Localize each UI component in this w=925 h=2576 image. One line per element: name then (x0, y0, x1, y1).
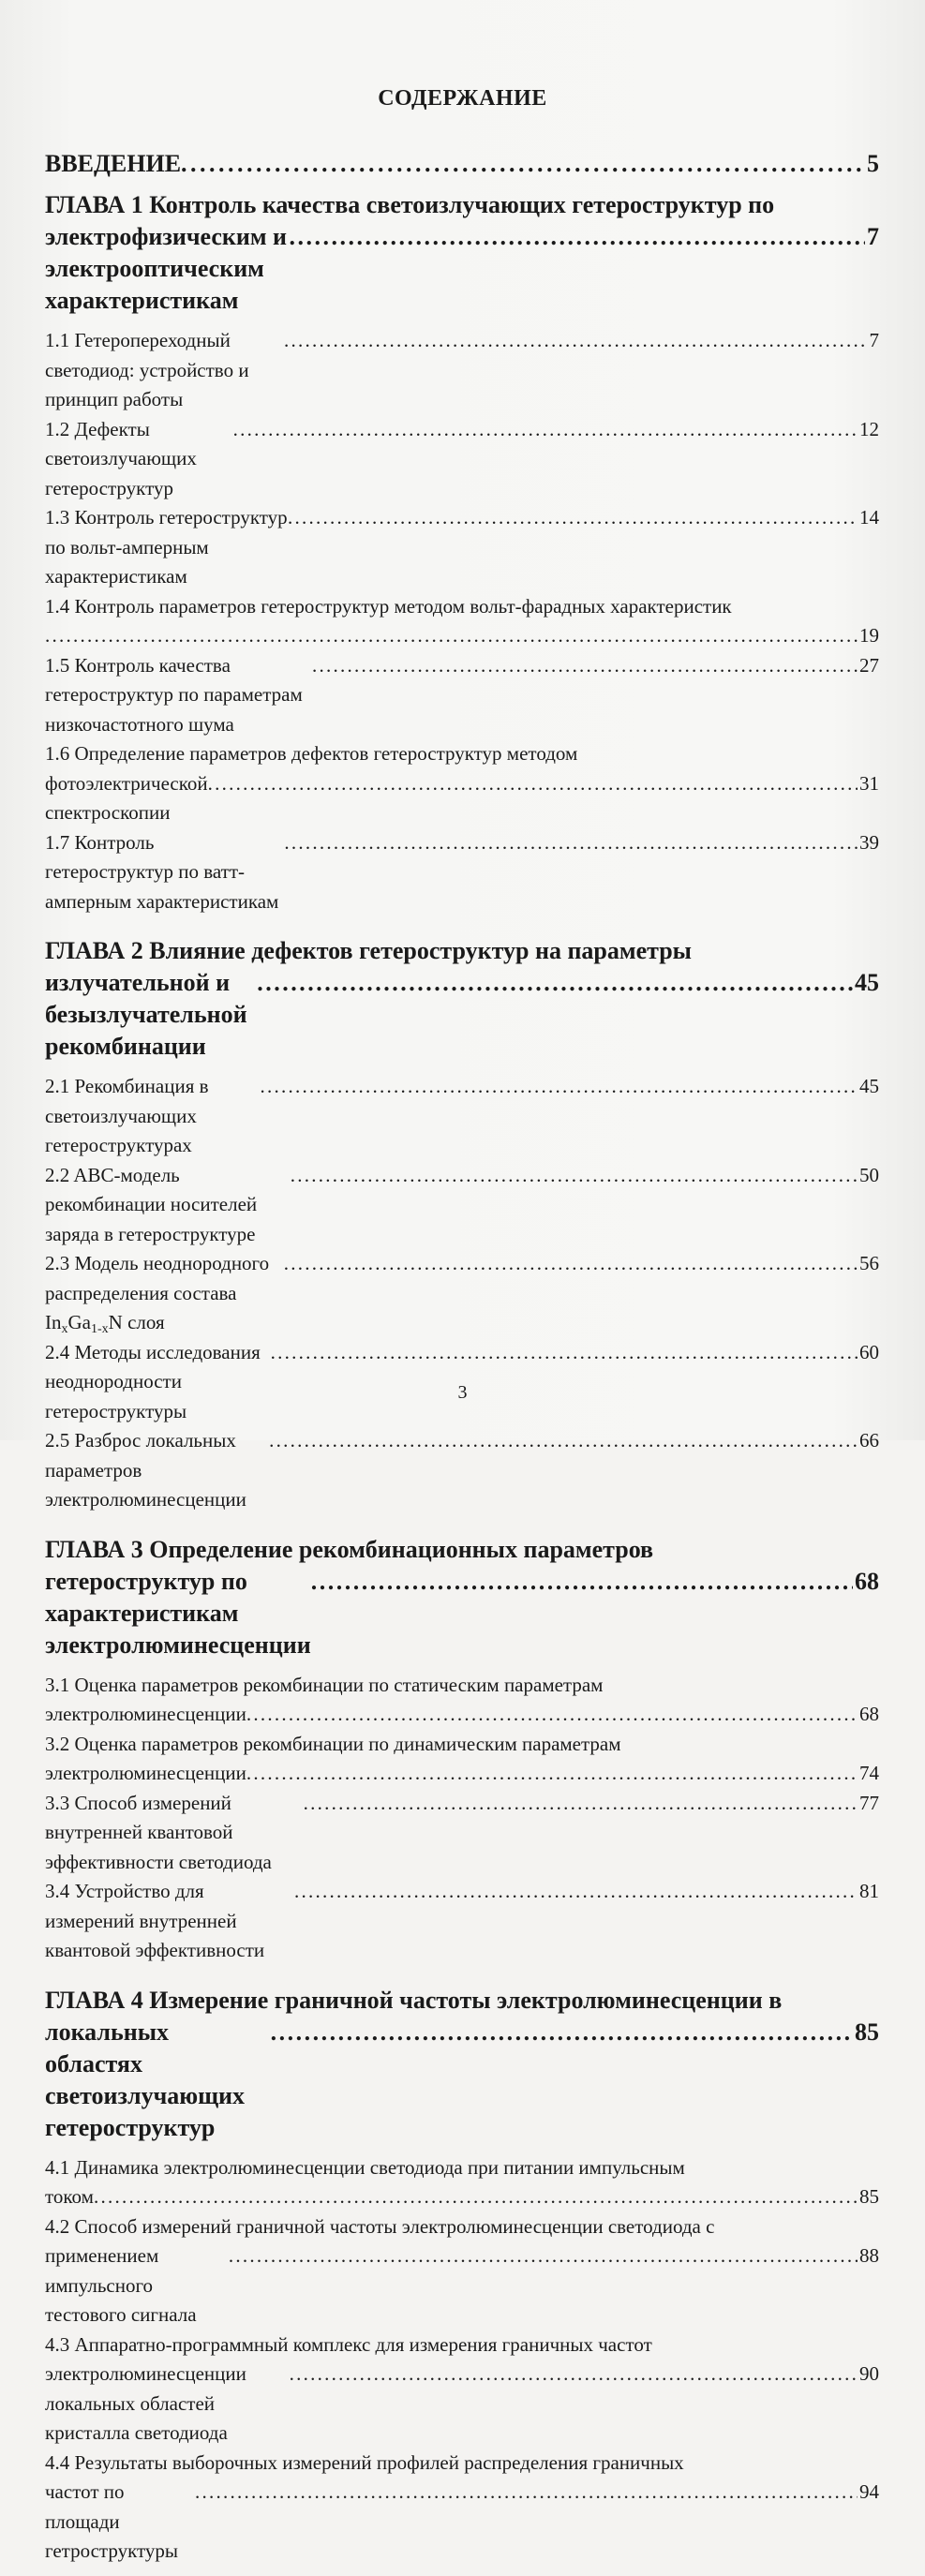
chapter-heading-2[interactable] (45, 935, 879, 1063)
chapter-page: 7 (867, 223, 879, 250)
chapter-heading-3[interactable] (45, 1534, 879, 1661)
toc-section-entry[interactable] (45, 739, 879, 828)
section-title-part: Ga (67, 1311, 91, 1333)
section-title-line1: 1.6 Определение параметров дефектов гетероструктур методом (45, 742, 578, 765)
toc-section-entry[interactable] (45, 1249, 879, 1338)
section-title: 1.7 Контроль гетероструктур по ватт-амперным характеристикам (45, 830, 279, 913)
section-title: 1.5 Контроль качества гетероструктур по параметрам низкочастотного шума (45, 653, 303, 736)
leader-dots (304, 1789, 858, 1819)
section-title: 2.1 Рекомбинация в светоизлучающих гетероструктурах (45, 1075, 209, 1156)
toc-section-entry[interactable] (45, 828, 879, 917)
entry-title: ВВЕДЕНИЕ (45, 150, 182, 177)
subscript-1-x: 1-x (91, 1322, 109, 1336)
section-title-part: N слоя (108, 1311, 165, 1333)
toc-section-entry[interactable] (45, 2153, 879, 2212)
leader-dots (284, 828, 858, 858)
leader-dots (289, 221, 865, 253)
chapter-page: 68 (855, 1567, 879, 1595)
section-title: частот по площади гетроструктуры (45, 2480, 179, 2562)
table-of-contents (45, 148, 879, 2576)
section-title: применением импульсного тестового сигнала (45, 2244, 197, 2326)
section-title (45, 1249, 284, 1338)
chapter-title-line1: ГЛАВА 2 Влияние дефектов гетероструктур на параметры (45, 937, 692, 964)
toc-section-entry[interactable] (45, 651, 879, 740)
chapter-heading-4[interactable] (45, 1985, 879, 2144)
leader-dots (294, 1877, 858, 1907)
leader-dots (45, 621, 858, 651)
section-page: 68 (859, 1703, 879, 1725)
leader-dots (284, 326, 867, 356)
section-title-line1: 3.2 Оценка параметров рекомбинации по динамическим параметрам (45, 1732, 621, 1755)
section-title: 1.3 Контроль гетероструктур по вольт-амперным характеристикам (45, 506, 288, 588)
section-page: 12 (859, 417, 879, 440)
leader-dots (195, 2478, 858, 2508)
section-title-line1: 3.1 Оценка параметров рекомбинации по статическим параметрам (45, 1673, 604, 1696)
toc-section-entry[interactable] (45, 1426, 879, 1515)
toc-section-entry[interactable] (45, 2212, 879, 2330)
section-page: 90 (859, 2362, 879, 2385)
section-title: 2.4 Методы исследования неоднородности гетероструктуры (45, 1340, 261, 1422)
subscript-x: x (61, 1322, 68, 1336)
chapter-title-line1: ГЛАВА 1 Контроль качества светоизлучающих гетероструктур по (45, 191, 775, 218)
leader-dots (271, 2017, 853, 2048)
section-title: 3.3 Способ измерений внутренней квантовой эффективности светодиода (45, 1791, 272, 1873)
section-page: 56 (859, 1252, 879, 1274)
section-page: 85 (859, 2185, 879, 2208)
chapter-title-line1: ГЛАВА 4 Измерение граничной частоты электролюминесценции в (45, 1986, 783, 2014)
entry-page: 5 (867, 150, 879, 177)
section-title-line1: 4.1 Динамика электролюминесценции светодиода при питании импульсным (45, 2155, 685, 2179)
toc-section-entry[interactable] (45, 1161, 879, 1250)
toc-section-entry[interactable] (45, 326, 879, 415)
section-title: 2.5 Разброс локальных параметров электролюминесценции (45, 1429, 246, 1511)
section-title: 2.2 ABC-модель рекомбинации носителей заряда в гетероструктуре (45, 1163, 258, 1245)
chapter-title-line2: локальных областях светоизлучающих гетероструктур (45, 2018, 246, 2141)
section-title: током (45, 2185, 94, 2208)
section-title-line1: 4.3 Аппаратно-программный комплекс для измерения граничных частот (45, 2332, 652, 2356)
toc-section-entry[interactable] (45, 415, 879, 504)
leader-dots (291, 1161, 858, 1191)
toc-title: СОДЕРЖАНИЕ (378, 86, 547, 111)
toc-section-entry[interactable] (45, 1671, 879, 1730)
page-number: 3 (457, 1382, 468, 1403)
section-page: 88 (859, 2244, 879, 2267)
leader-dots (229, 2241, 858, 2271)
leader-dots (271, 1338, 858, 1368)
toc-section-entry[interactable] (45, 1877, 879, 1966)
section-title-line1: 4.4 Результаты выборочных измерений профилей распределения граничных (45, 2450, 684, 2474)
leader-dots (290, 2360, 858, 2390)
section-page: 14 (859, 506, 879, 529)
section-page: 39 (859, 830, 879, 854)
section-title: электролюминесценции (45, 1762, 246, 1784)
toc-section-entry[interactable] (45, 2330, 879, 2449)
chapter-title-line1: ГЛАВА 3 Определение рекомбинационных параметров (45, 1535, 654, 1563)
leader-dots (284, 1249, 858, 1279)
section-page: 50 (859, 1163, 879, 1186)
leader-dots (94, 2182, 858, 2212)
section-page: 7 (869, 329, 879, 351)
chapter-title-line2: гетероструктур по характеристикам электролюминесценции (45, 1567, 311, 1659)
section-title: электролюминесценции (45, 1703, 246, 1725)
section-page: 45 (859, 1075, 879, 1097)
toc-section-entry[interactable] (45, 1730, 879, 1789)
leader-dots (269, 1426, 858, 1456)
section-title-part: 2.3 Модель неоднородного распределения состава In (45, 1252, 270, 1333)
toc-section-entry[interactable] (45, 1789, 879, 1878)
chapter-title-line2: электрофизическим и электрооптическим характеристикам (45, 223, 288, 314)
section-title-line1: 1.4 Контроль параметров гетероструктур методом вольт-фарадных характеристик (45, 594, 732, 618)
section-page: 74 (859, 1762, 879, 1784)
leader-dots (312, 651, 858, 681)
leader-dots (208, 769, 858, 799)
section-title: 1.1 Гетеропереходный светодиод: устройство и принцип работы (45, 329, 249, 410)
chapter-page: 85 (855, 2018, 879, 2046)
leader-dots (246, 1759, 858, 1789)
chapter-title-line2: излучательной и безызлучательной рекомбинации (45, 969, 247, 1060)
toc-entry-introduction[interactable] (45, 148, 879, 180)
chapter-page: 45 (855, 969, 879, 996)
section-page: 60 (859, 1340, 879, 1363)
section-page: 66 (859, 1429, 879, 1452)
section-page: 19 (859, 624, 879, 647)
chapter-heading-1[interactable] (45, 189, 879, 317)
leader-dots (233, 415, 858, 445)
section-title: электролюминесценции локальных областей кристалла светодиода (45, 2362, 246, 2444)
leader-dots (311, 1566, 853, 1598)
section-page: 81 (859, 1880, 879, 1902)
section-title: 1.2 Дефекты светоизлучающих гетероструктур (45, 417, 197, 499)
section-title: фотоэлектрической спектроскопии (45, 771, 208, 824)
leader-dots (257, 967, 853, 999)
toc-section-entry[interactable] (45, 592, 879, 651)
section-title: 3.4 Устройство для измерений внутренней квантовой эффективности (45, 1880, 265, 1961)
section-page: 94 (859, 2480, 879, 2503)
leader-dots (181, 148, 865, 180)
toc-section-entry[interactable] (45, 1072, 879, 1161)
section-page: 27 (859, 653, 879, 677)
section-title-line1: 4.2 Способ измерений граничной частоты электролюминесценции светодиода с (45, 2214, 715, 2238)
leader-dots (288, 503, 858, 533)
toc-section-entry[interactable] (45, 503, 879, 592)
leader-dots (246, 1700, 858, 1730)
leader-dots (261, 1072, 858, 1102)
section-page: 31 (859, 771, 879, 795)
toc-section-entry[interactable] (45, 2449, 879, 2567)
section-page: 77 (859, 1791, 879, 1814)
